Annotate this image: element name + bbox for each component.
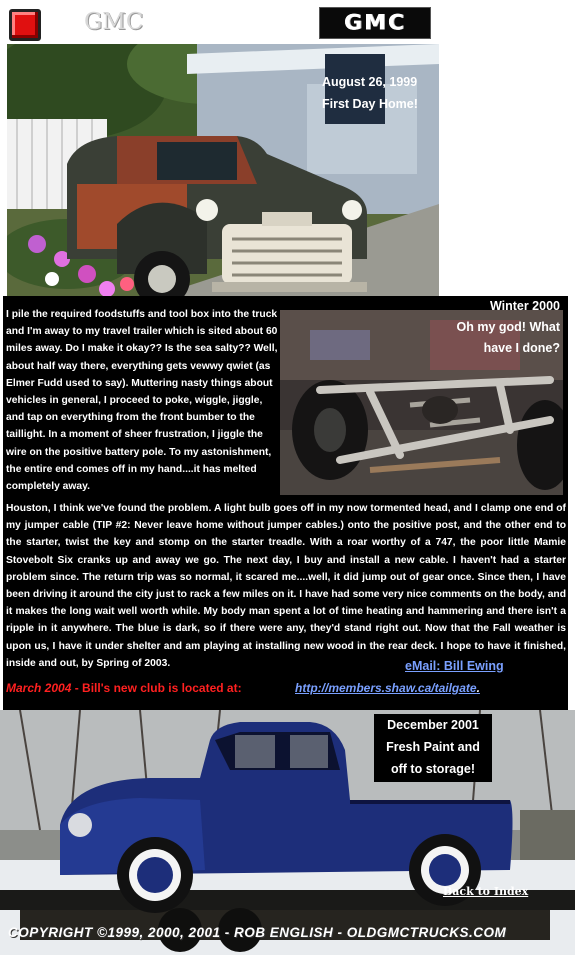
photo1-caption-title: First Day Home! xyxy=(322,97,418,111)
gmc-logo xyxy=(319,7,431,39)
site-title: GMC xyxy=(84,9,144,35)
photo1-caption xyxy=(322,71,432,115)
photo3-caption xyxy=(374,714,492,782)
news-date: March 2004 xyxy=(6,681,72,695)
home-button[interactable] xyxy=(9,9,41,41)
club-link[interactable]: http://members.shaw.ca/tailgate xyxy=(295,681,477,695)
copyright-footer: COPYRIGHT ©1999, 2000, 2001 - ROB ENGLISH - OLDGMCTRUCKS.COM xyxy=(8,925,507,940)
story-paragraph-column: I pile the required foodstuffs and tool box into the truck and I'm away to my travel trailer which is sited about 60 miles away. Do I make it okay?? Is the sea salty?? Well, about half way there, everything gets vewwy qwiet (as Elmer Fudd used to say). Muttering nasty things about vehicles in general, I proceed to poke, wiggle, jiggle, and tap on everything from the front bumber to the taillight. In a moment of sheer frustration, I jiggle the wire on the positive battery pole. To my astonishment, the entire end comes off in my hand....it has melted completely away. xyxy=(6,309,278,493)
email-link[interactable]: eMail: Bill Ewing xyxy=(405,659,504,673)
gmc-logo-text: GMC xyxy=(343,11,407,35)
photo2-caption-line3: have I done? xyxy=(483,341,560,355)
news-line xyxy=(6,681,242,695)
news-text: - Bill's new club is located at: xyxy=(71,681,242,695)
photo3-caption-line3: off to storage! xyxy=(390,762,476,776)
photo2-caption xyxy=(440,296,560,359)
club-link-period: . xyxy=(476,681,480,695)
photo1-caption-date: August 26, 1999 xyxy=(322,75,418,89)
club-link-wrapper xyxy=(295,681,480,695)
back-to-index-link[interactable]: Back to Index xyxy=(443,885,529,898)
photo3-caption-line2: Fresh Paint and xyxy=(386,740,480,754)
photo2-caption-date: Winter 2000 xyxy=(489,299,560,313)
photo2-caption-line2: Oh my god! What xyxy=(456,320,560,334)
story-paragraph-full: Houston, I think we've found the problem. A light bulb goes off in my now tormented head, and I clamp one end of my jumper cable (TIP #2: Never leave home without jumper cables.) onto the positive post, and the other end to the starter, twist the key and stomp on the starter treadle. With a roar worthy of a 747, the poor little Mamie Stovebolt Six cranks up and away we go. The next day, I buy and install a new cable. I haven't had a starter problem since. The return trip was so normal, it scared me....well, it did jump out of gear once. Since then, I have been driving it around the city just to rack a few miles on it. I have had some very nice comments on the body, and it makes the long wait well worth while. My body man spent a lot of time heating and hammering and there isn't a ripple in it anywhere. The blue is dark, so if there were any, they'd stand right out. Now that the Fall weather is upon us, I have it under shelter and am playing at installing new wood in the rear deck. I hope to have it finished, inside and out, by Spring of 2003. xyxy=(6,503,566,669)
photo3-caption-date: December 2001 xyxy=(387,718,479,732)
